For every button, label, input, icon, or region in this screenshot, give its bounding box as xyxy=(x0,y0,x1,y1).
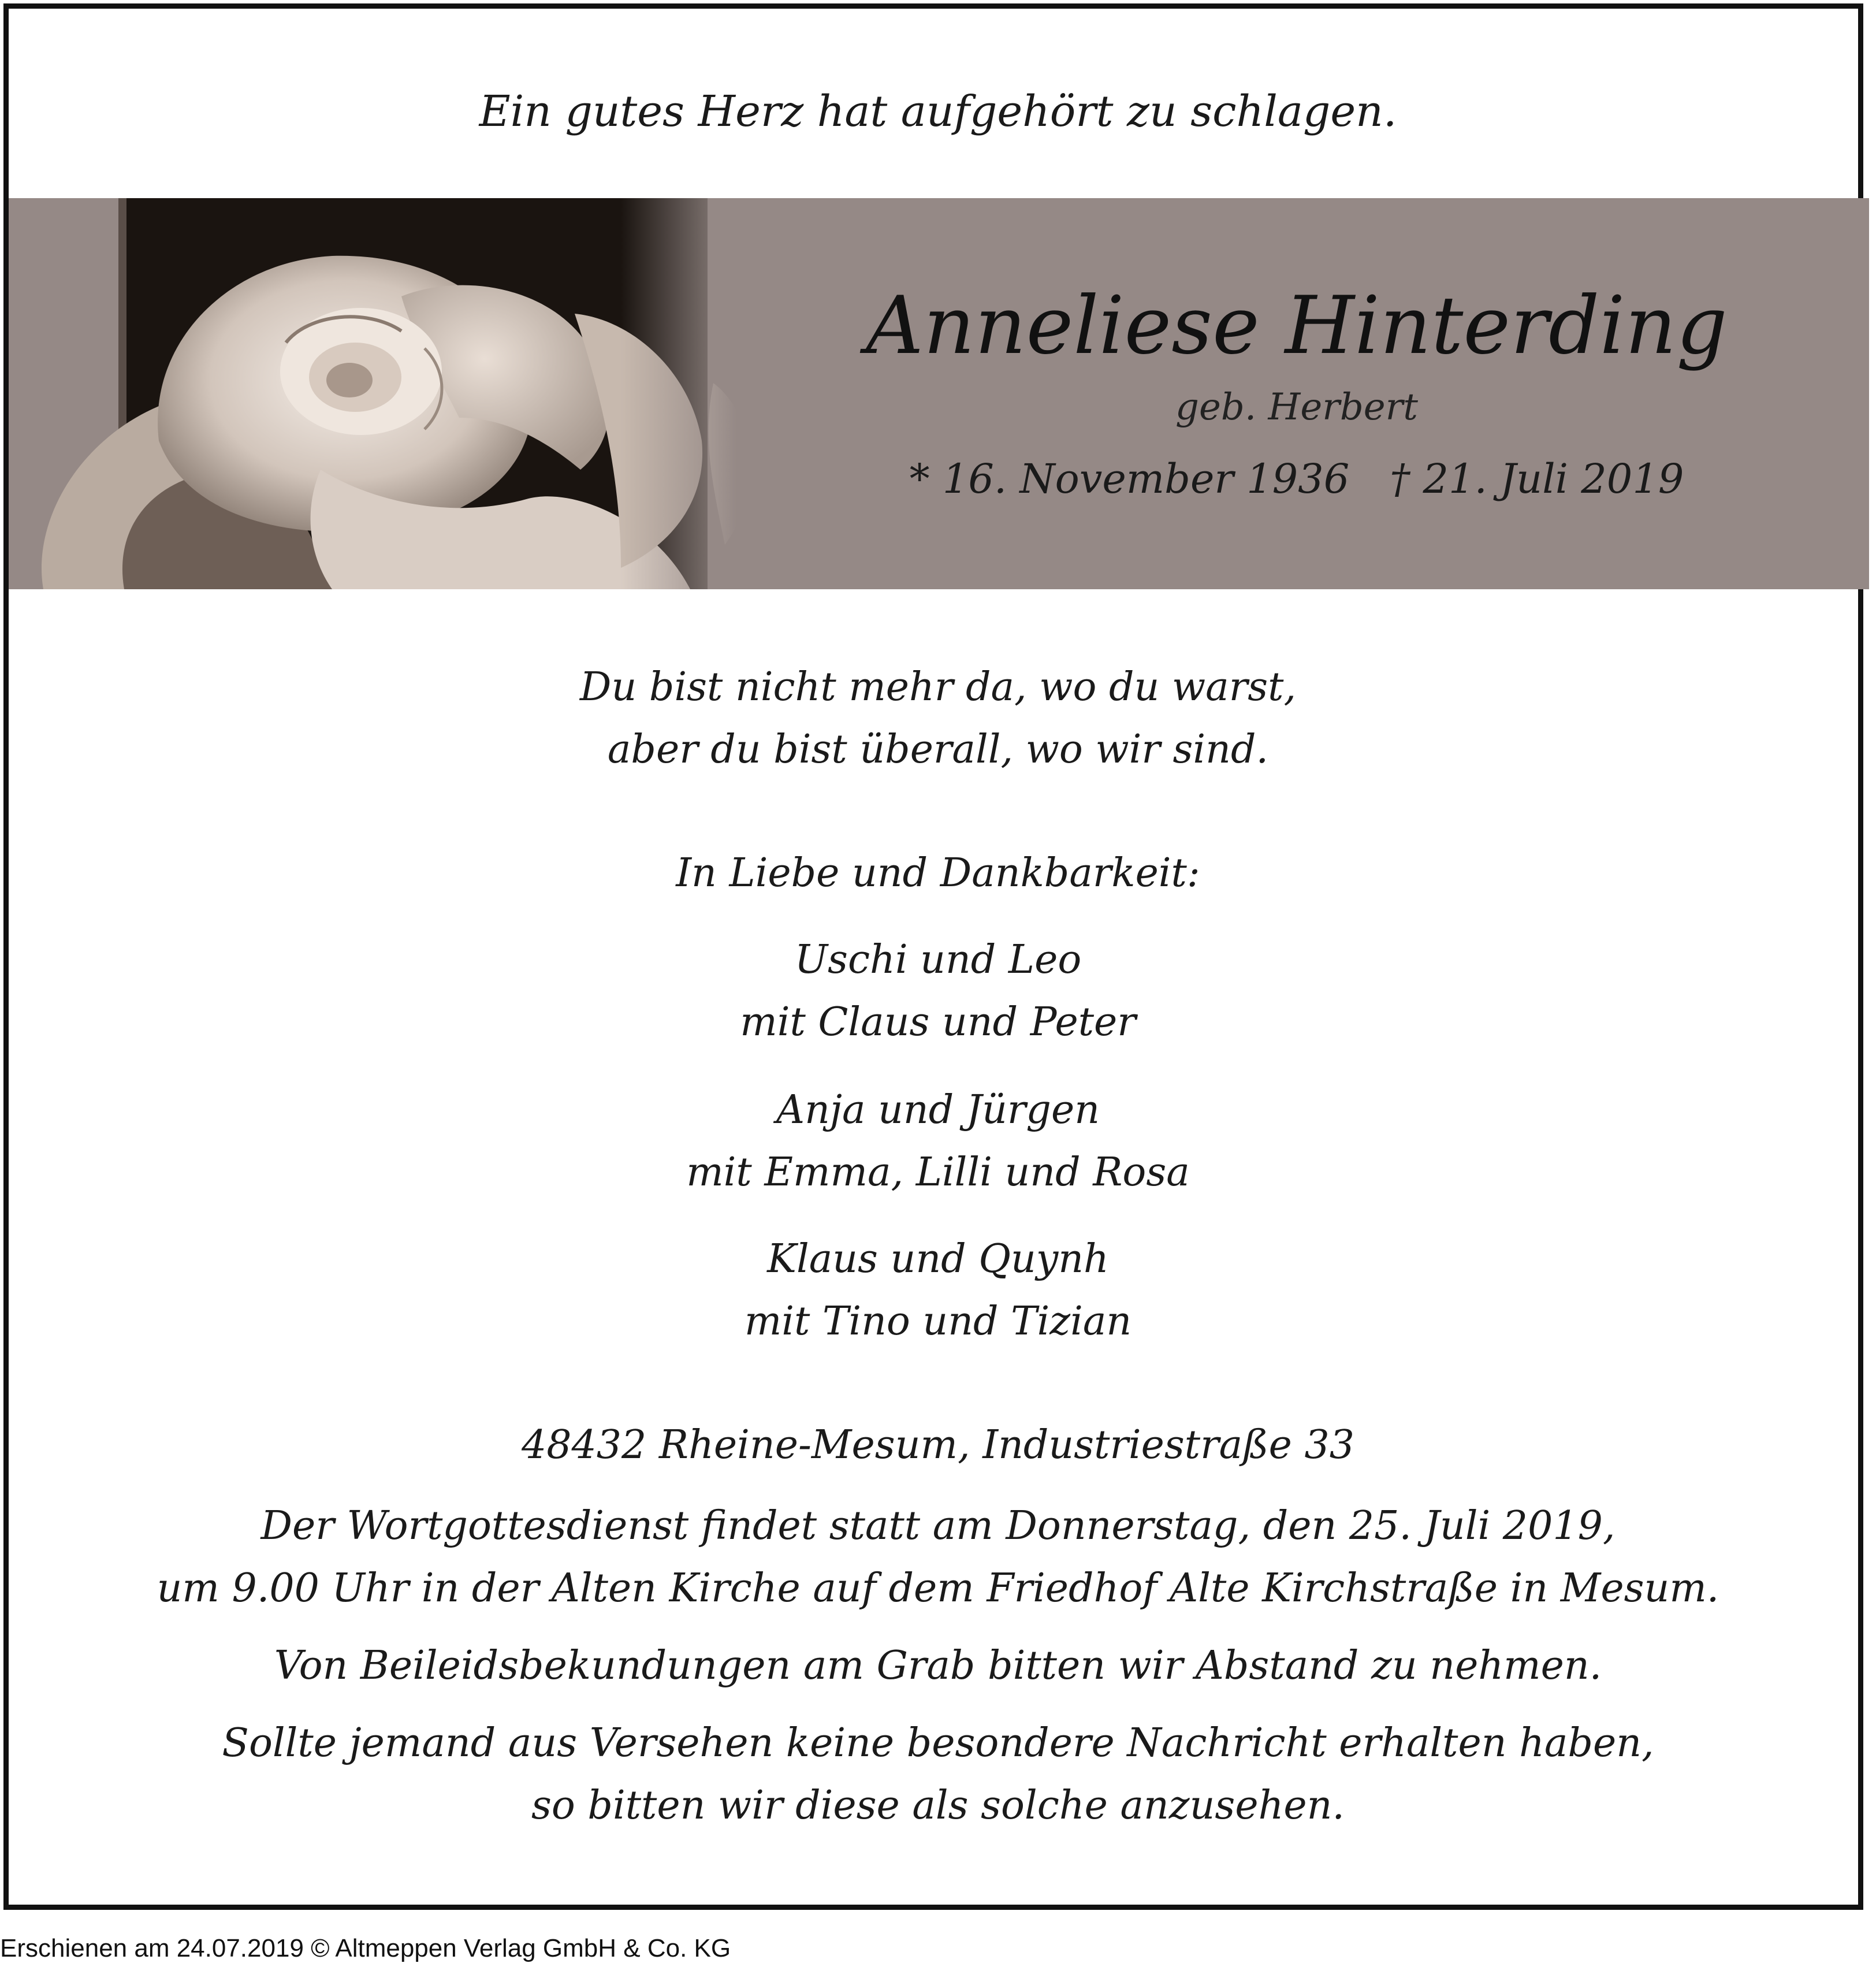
name-banner xyxy=(9,198,1869,589)
family-3-line-2: mit Tino und Tizian xyxy=(744,1299,1132,1344)
condolence-request: Von Beileidsbekundungen am Grab bitten wir Abstand zu nehmen. xyxy=(274,1643,1602,1689)
mourners-intro: In Liebe und Dankbarkeit: xyxy=(676,850,1200,896)
rose-image xyxy=(9,198,736,589)
publication-credit: Erschienen am 24.07.2019 © Altmeppen Verlag GmbH & Co. KG xyxy=(0,1934,731,1962)
deceased-name: Anneliese Hinterding xyxy=(866,279,1728,372)
service-line-2: um 9.00 Uhr in der Alten Kirche auf dem Friedhof Alte Kirchstraße in Mesum. xyxy=(157,1566,1719,1611)
family-2-line-1: Anja und Jürgen xyxy=(776,1087,1100,1133)
headline: Ein gutes Herz hat aufgehört zu schlagen. xyxy=(479,87,1397,136)
family-1-line-2: mit Claus und Peter xyxy=(740,999,1136,1045)
notice-line-2: so bitten wir diese als solche anzusehen. xyxy=(531,1783,1345,1828)
birth-date: * 16. November 1936 xyxy=(909,455,1350,503)
birth-name: geb. Herbert xyxy=(1175,386,1418,429)
poem-line-1: Du bist nicht mehr da, wo du warst, xyxy=(579,664,1297,710)
death-date: † 21. Juli 2019 xyxy=(1390,455,1684,503)
notice-line-1: Sollte jemand aus Versehen keine besondere Nachricht erhalten haben, xyxy=(222,1720,1654,1766)
family-1-line-1: Uschi und Leo xyxy=(794,937,1082,983)
family-2-line-2: mit Emma, Lilli und Rosa xyxy=(686,1150,1190,1195)
poem-line-2: aber du bist überall, wo wir sind. xyxy=(607,727,1269,772)
service-line-1: Der Wortgottesdienst findet statt am Donnerstag, den 25. Juli 2019, xyxy=(260,1503,1616,1549)
family-3-line-1: Klaus und Quynh xyxy=(767,1236,1109,1282)
life-dates xyxy=(748,455,1845,503)
address: 48432 Rheine-Mesum, Industriestraße 33 xyxy=(522,1422,1354,1468)
